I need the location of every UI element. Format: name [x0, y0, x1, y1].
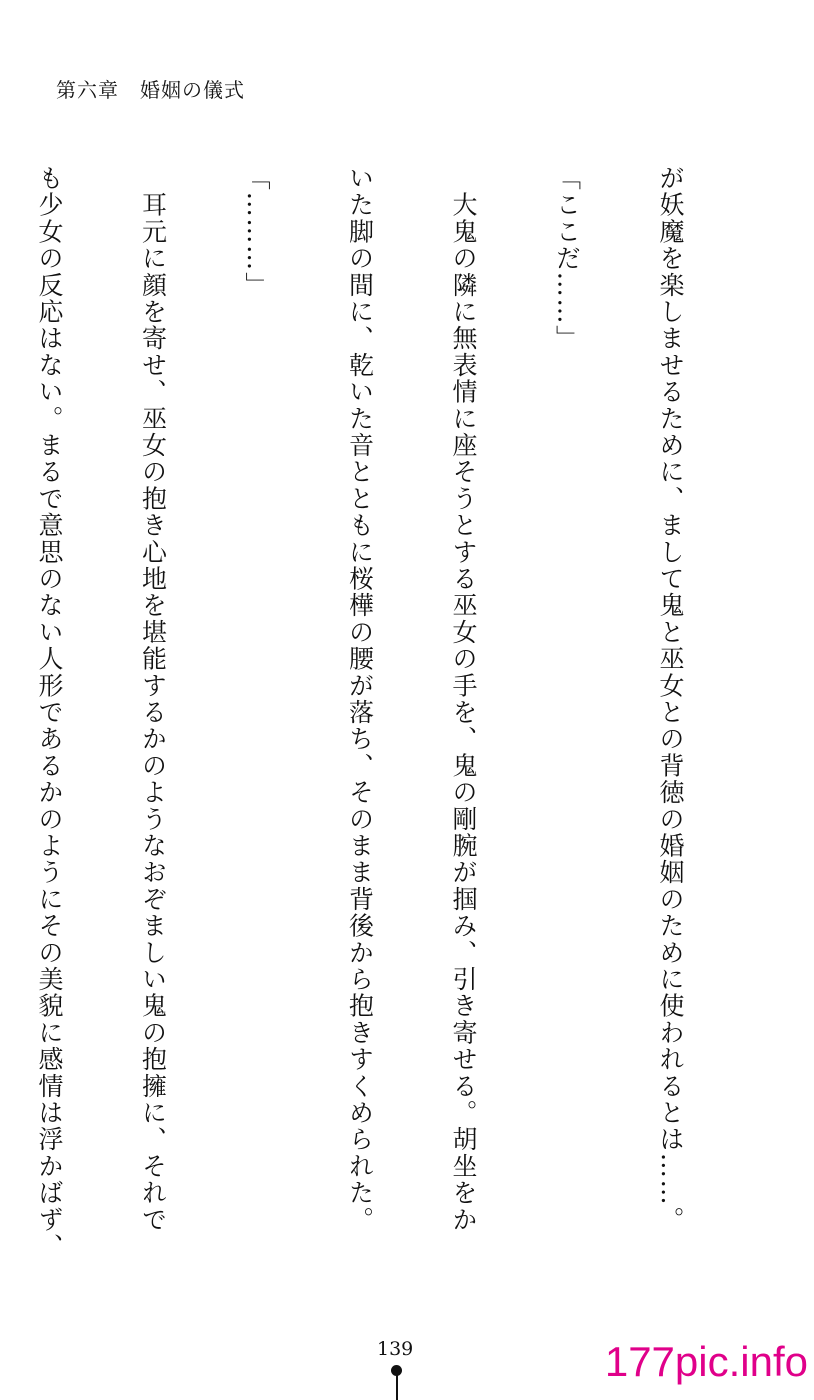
- chapter-header: 第六章 婚姻の儀式: [56, 78, 245, 102]
- text-line: が妖魔を楽しませるために、まして鬼と巫女との背徳の婚姻のために使われるとは……。: [656, 165, 685, 1233]
- body-text: [35, 165, 756, 1275]
- text-line: いた脚の間に、乾いた音とともに桜樺の腰が落ち、そのまま背後から抱きすくめられた。: [345, 165, 375, 1233]
- text-line: 「………」: [242, 165, 271, 299]
- page-marker-line: [396, 1375, 398, 1400]
- text-line: 「ここだ……」: [552, 165, 582, 352]
- watermark: 177pic.info: [604, 1338, 808, 1385]
- text-line: 大鬼の隣に無表情に座そうとする巫女の手を、鬼の剛腕が掴み、引き寄せる。胡坐をか: [449, 165, 478, 1233]
- page-number: 139: [377, 1338, 414, 1360]
- text-line: 耳元に顔を寄せ、巫女の抱き心地を堪能するかのようなおぞましい鬼の抱擁に、それで: [138, 165, 168, 1233]
- text-line: も少女の反応はない。まるで意思のない人形であるかのようにその美貌に感情は浮かばず、: [35, 165, 64, 1260]
